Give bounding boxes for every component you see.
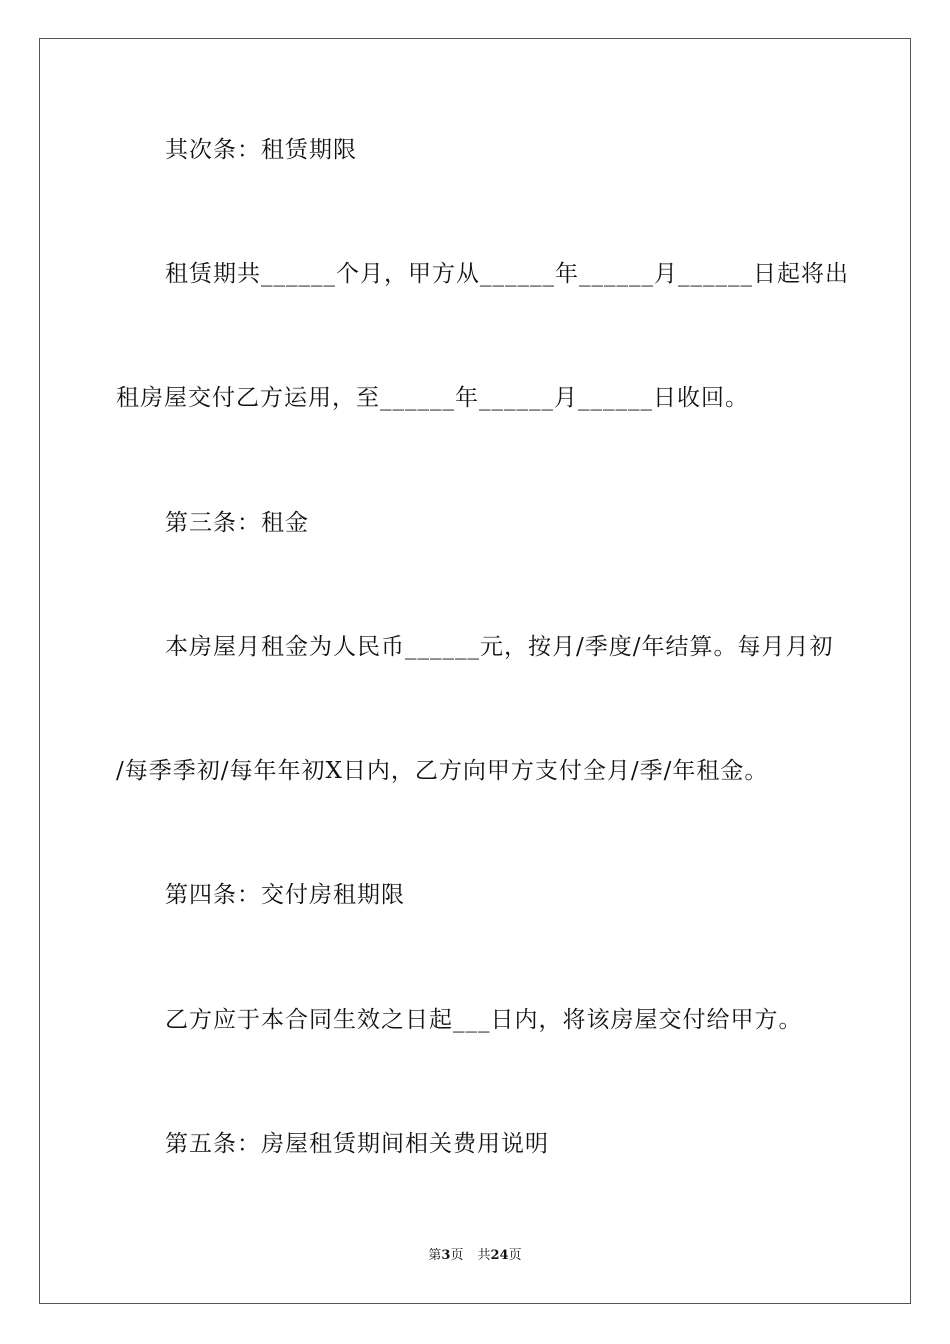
paragraph-line: 本房屋月租金为人民币______元，按月/季度/年结算。每月月初 [165, 634, 834, 660]
article-3-heading: 第三条：租金 [165, 510, 309, 536]
page-border [39, 38, 911, 1304]
page-prefix: 第 [428, 1248, 442, 1263]
article-2-heading: 其次条：租赁期限 [165, 137, 357, 163]
total-suffix: 页 [508, 1248, 522, 1263]
article-5-heading: 第五条：房屋租赁期间相关费用说明 [165, 1131, 549, 1157]
paragraph-line: 租房屋交付乙方运用，至______年______月______日收回。 [116, 385, 749, 411]
page-footer [0, 1248, 950, 1264]
paragraph-line: 乙方应于本合同生效之日起___日内，将该房屋交付给甲方。 [165, 1007, 803, 1033]
paragraph-line: 租赁期共______个月，甲方从______年______月______日起将出 [165, 261, 849, 287]
paragraph-line: /每季季初/每年年初X日内，乙方向甲方支付全月/季/年租金。 [116, 758, 769, 784]
total-pages-number: 24 [490, 1248, 509, 1263]
page-suffix: 页 [450, 1248, 464, 1263]
total-prefix: 共 [477, 1248, 491, 1263]
article-4-heading: 第四条：交付房租期限 [165, 882, 405, 908]
current-page-number: 3 [441, 1248, 451, 1263]
